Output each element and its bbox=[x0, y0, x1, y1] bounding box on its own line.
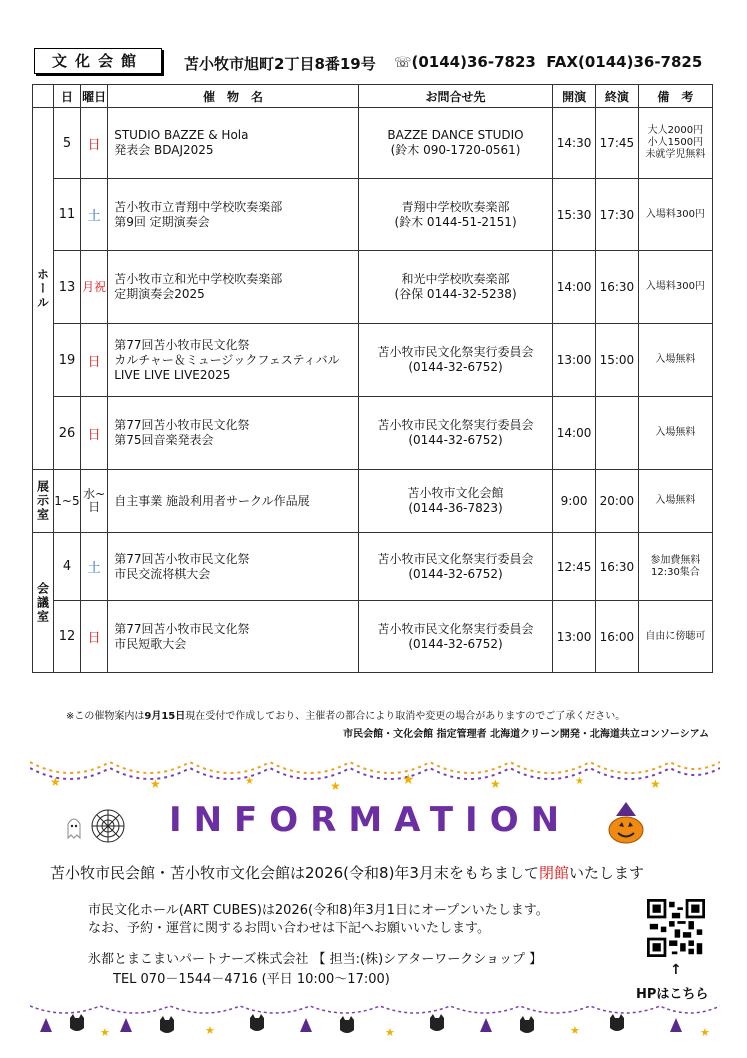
phone-icon: ☏ bbox=[394, 55, 412, 71]
row-end: 16:00 bbox=[595, 601, 638, 673]
opening-notice: 市民文化ホール(ART CUBES)は2026(令和8)年3月1日にオープンいたします。 bbox=[88, 903, 549, 918]
svg-text:★: ★ bbox=[575, 776, 584, 787]
svg-text:★: ★ bbox=[330, 779, 341, 793]
contact-numbers bbox=[394, 53, 702, 71]
row-event: 苫小牧市立青翔中学校吹奏楽部 第9回 定期演奏会 bbox=[108, 179, 359, 251]
row-note: 大人2000円 小人1500円 未就学児無料 bbox=[638, 108, 712, 179]
witch-hat-icon bbox=[40, 1018, 682, 1032]
row-note: 入場料300円 bbox=[638, 251, 712, 324]
bottom-garland bbox=[30, 1002, 720, 1042]
row-event: 第77回苫小牧市民文化祭 第75回音楽発表会 bbox=[108, 397, 359, 470]
svg-text:★: ★ bbox=[205, 1024, 215, 1037]
row-start: 13:00 bbox=[553, 324, 596, 397]
header bbox=[34, 48, 714, 78]
company-phone: TEL 070－1544－4716 (平日 10:00～17:00) bbox=[113, 972, 390, 987]
row-end: 16:30 bbox=[595, 533, 638, 601]
venue-address: 苫小牧市旭町2丁目8番19号 bbox=[184, 55, 376, 73]
row-day: 19 bbox=[53, 324, 80, 397]
row-weekday: 日 bbox=[81, 324, 108, 397]
row-contact: 苫小牧市民文化祭実行委員会 (0144-32-6752) bbox=[358, 324, 552, 397]
row-end: 15:00 bbox=[595, 324, 638, 397]
svg-text:★: ★ bbox=[50, 775, 61, 789]
table-row bbox=[33, 397, 713, 470]
row-note: 入場無料 bbox=[638, 324, 712, 397]
row-day: 5 bbox=[53, 108, 80, 179]
row-day: 11 bbox=[53, 179, 80, 251]
top-garland bbox=[30, 754, 720, 794]
closing-notice: 苫小牧市民会館・苫小牧市文化会館は2026(令和8)年3月末をもちまして閉館いたします bbox=[50, 864, 644, 882]
row-weekday: 日 bbox=[81, 601, 108, 673]
pumpkin-icon bbox=[606, 802, 646, 844]
row-day: 12 bbox=[53, 601, 80, 673]
qr-code-icon[interactable] bbox=[647, 899, 705, 957]
witch-hat-icon bbox=[616, 802, 636, 816]
row-event: STUDIO BAZZE & Hola 発表会 BDAJ2025 bbox=[108, 108, 359, 179]
row-event: 第77回苫小牧市民文化祭 市民短歌大会 bbox=[108, 601, 359, 673]
section-exhibit: 展示室 bbox=[33, 470, 54, 533]
table-row bbox=[33, 601, 713, 673]
row-weekday: 水~日 bbox=[81, 470, 108, 533]
row-start: 13:00 bbox=[553, 601, 596, 673]
header-note: 備 考 bbox=[638, 85, 712, 108]
notice-date: 9月15日 bbox=[144, 711, 186, 722]
svg-text:★: ★ bbox=[100, 1026, 110, 1039]
header-start: 開演 bbox=[553, 85, 596, 108]
header-day: 日 bbox=[53, 85, 80, 108]
spider-web-icon bbox=[62, 808, 132, 844]
row-weekday: 日 bbox=[81, 108, 108, 179]
row-day: 26 bbox=[53, 397, 80, 470]
row-event: 第77回苫小牧市民文化祭 カルチャー＆ミュージックフェスティバル LIVE LIVE LIVE2025 bbox=[108, 324, 359, 397]
row-weekday: 土 bbox=[81, 179, 108, 251]
table-header-row bbox=[33, 85, 713, 108]
venue-name: 文化会館 bbox=[34, 48, 162, 74]
row-note: 入場無料 bbox=[638, 397, 712, 470]
row-start: 14:00 bbox=[553, 397, 596, 470]
table-row bbox=[33, 324, 713, 397]
svg-text:★: ★ bbox=[245, 776, 254, 787]
row-start: 12:45 bbox=[553, 533, 596, 601]
table-row bbox=[33, 470, 713, 533]
hp-arrow: ↑ bbox=[670, 962, 682, 978]
row-day: 1~5 bbox=[53, 470, 80, 533]
row-contact: BAZZE DANCE STUDIO (鈴木 090-1720-0561) bbox=[358, 108, 552, 179]
row-end: 17:45 bbox=[595, 108, 638, 179]
inquiry-notice: なお、予約・運営に関するお問い合わせは下記へお願いいたします。 bbox=[88, 921, 490, 936]
manager-line: 市民会館・文化会館 指定管理者 北海道クリーン開発・北海道共立コンソーシアム bbox=[343, 729, 709, 740]
row-event: 苫小牧市立和光中学校吹奏楽部 定期演奏会2025 bbox=[108, 251, 359, 324]
section-hall: ホール bbox=[33, 108, 54, 470]
row-day: 4 bbox=[53, 533, 80, 601]
svg-text:★: ★ bbox=[385, 1026, 395, 1039]
row-note: 参加費無料 12:30集合 bbox=[638, 533, 712, 601]
row-end bbox=[595, 397, 638, 470]
table-row bbox=[33, 533, 713, 601]
row-contact: 苫小牧市民文化祭実行委員会 (0144-32-6752) bbox=[358, 601, 552, 673]
header-weekday: 曜日 bbox=[81, 85, 108, 108]
table-row bbox=[33, 251, 713, 324]
row-start: 14:30 bbox=[553, 108, 596, 179]
tel-number: (0144)36-7823 bbox=[411, 53, 536, 71]
header-end: 終演 bbox=[595, 85, 638, 108]
svg-text:★: ★ bbox=[650, 777, 661, 791]
notice-text: ※この催物案内は9月15日現在受付で作成しており、主催者の都合により取消や変更の場合がありますのでご了承ください。 bbox=[66, 711, 626, 722]
ghost-icon bbox=[68, 819, 80, 838]
closing-highlight: 閉館 bbox=[538, 864, 569, 882]
schedule-table bbox=[32, 84, 713, 673]
row-note: 自由に傍聴可 bbox=[638, 601, 712, 673]
svg-text:★: ★ bbox=[570, 1024, 580, 1037]
header-contact: お問合せ先 bbox=[358, 85, 552, 108]
row-event: 第77回苫小牧市民文化祭 市民交流将棋大会 bbox=[108, 533, 359, 601]
row-day: 13 bbox=[53, 251, 80, 324]
svg-text:★: ★ bbox=[700, 1026, 710, 1039]
row-contact: 和光中学校吹奏楽部 (谷保 0144-32-5238) bbox=[358, 251, 552, 324]
header-section bbox=[33, 85, 54, 108]
fax-number: FAX(0144)36-7825 bbox=[546, 53, 703, 71]
row-event: 自主事業 施設利用者サークル作品展 bbox=[108, 470, 359, 533]
hp-link[interactable]: HPはこちら bbox=[636, 987, 709, 1002]
black-cat-icon bbox=[70, 1014, 624, 1033]
company-name: 氷都とまこまいパートナーズ株式会社 【 担当:(株)シアターワークショップ 】 bbox=[88, 952, 543, 967]
svg-text:★: ★ bbox=[490, 777, 501, 791]
row-start: 14:00 bbox=[553, 251, 596, 324]
row-contact: 青翔中学校吹奏楽部 (鈴木 0144-51-2151) bbox=[358, 179, 552, 251]
row-start: 9:00 bbox=[553, 470, 596, 533]
table-row bbox=[33, 108, 713, 179]
row-end: 16:30 bbox=[595, 251, 638, 324]
row-contact: 苫小牧市民文化祭実行委員会 (0144-32-6752) bbox=[358, 397, 552, 470]
table-row bbox=[33, 179, 713, 251]
row-note: 入場無料 bbox=[638, 470, 712, 533]
row-contact: 苫小牧市文化会館 (0144-36-7823) bbox=[358, 470, 552, 533]
section-meeting: 会議室 bbox=[33, 533, 54, 673]
row-weekday: 月祝 bbox=[81, 251, 108, 324]
row-end: 17:30 bbox=[595, 179, 638, 251]
svg-text:★: ★ bbox=[150, 777, 161, 791]
header-event: 催 物 名 bbox=[108, 85, 359, 108]
row-contact: 苫小牧市民文化祭実行委員会 (0144-32-6752) bbox=[358, 533, 552, 601]
row-end: 20:00 bbox=[595, 470, 638, 533]
row-note: 入場料300円 bbox=[638, 179, 712, 251]
row-weekday: 日 bbox=[81, 397, 108, 470]
info-title: INFORMATION bbox=[168, 800, 572, 840]
star-icon bbox=[50, 772, 661, 793]
svg-text:★: ★ bbox=[402, 772, 415, 788]
row-start: 15:30 bbox=[553, 179, 596, 251]
row-weekday: 土 bbox=[81, 533, 108, 601]
